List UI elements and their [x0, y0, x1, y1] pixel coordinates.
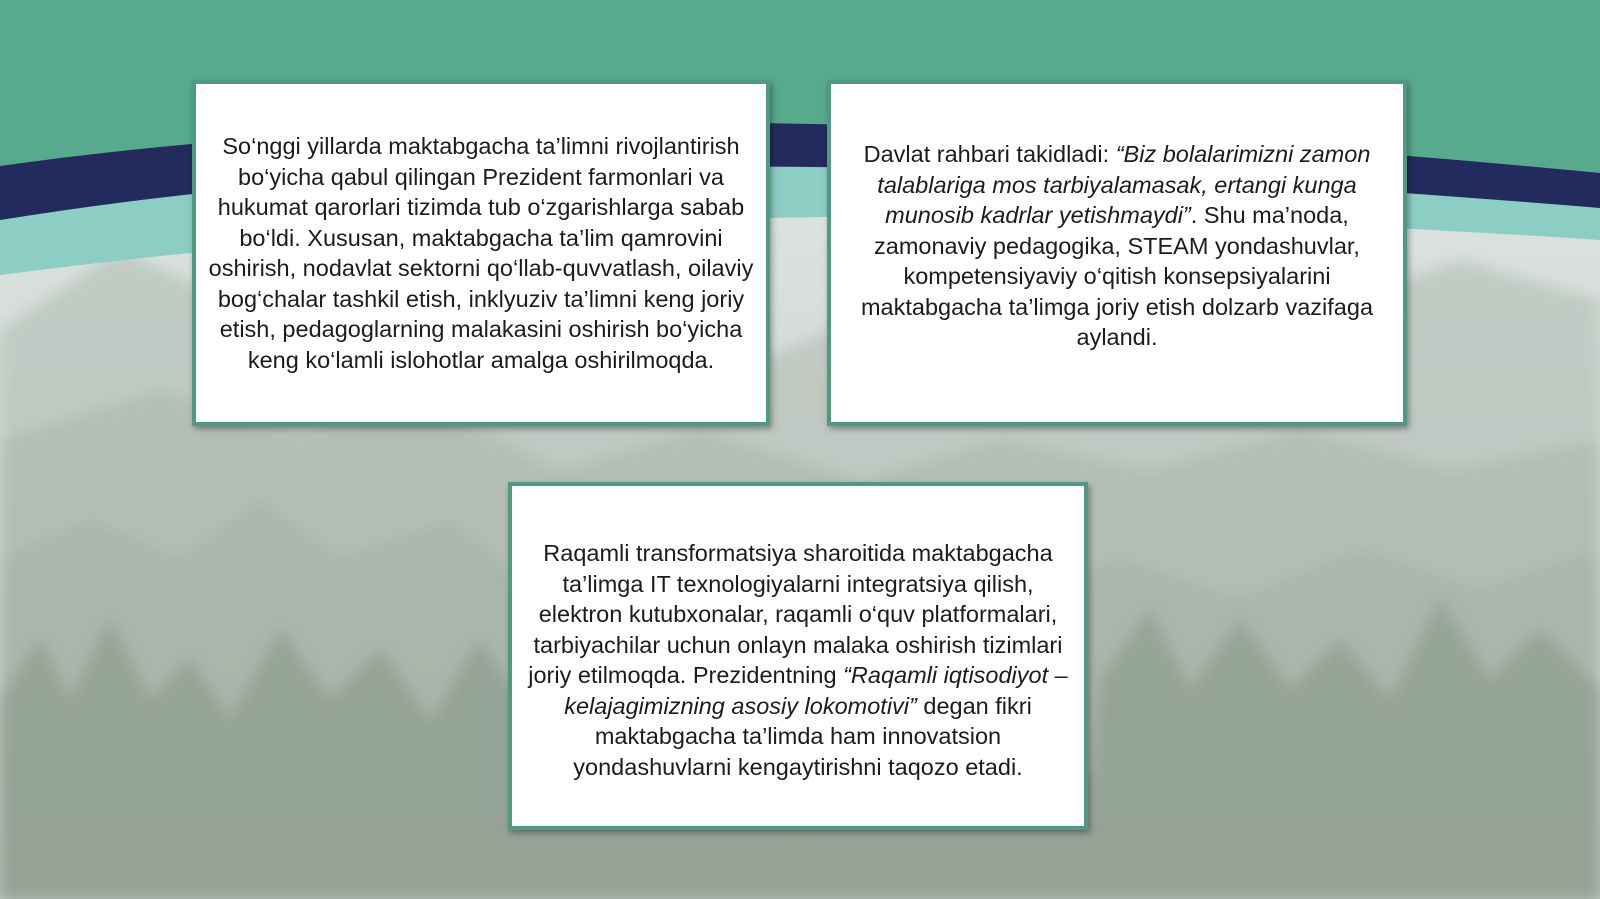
card-bottom-quote: “Raqamli iqtisodiyot – kelajagimizning asosiy lokomotivi” [564, 662, 1068, 719]
card-bottom-rest: degan fikri maktabgacha ta’limda ham innovatsion yondashuvlarni kengaytirishni taqozo etadi. [573, 692, 1032, 780]
card-right-paragraph [845, 139, 1389, 353]
card-left-text: So‘nggi yillarda maktabgacha ta’limni rivojlantirish bo‘yicha qabul qilingan Prezident farmonlari va hukumat qarorlari tizimda tub o‘zgarishlarga sabab bo‘ldi. Xususan, maktabgacha ta’lim qamrovini oshirish, nodavlat sektorni qo‘llab-quvvatlash, oilaviy bog‘chalar tashkil etish, inklyuziv ta’limni keng joriy etish, pedagoglarning malakasini oshirish bo‘yicha keng ko‘lamli islohotlar amalga oshirilmoqda. [208, 133, 754, 373]
text-card-right [827, 80, 1407, 426]
text-card-bottom [508, 482, 1088, 830]
card-bottom-paragraph [524, 538, 1072, 782]
text-card-left [192, 80, 770, 426]
card-right-intro: Davlat rahbari takidladi: [863, 141, 1116, 168]
card-right-rest: . Shu ma’noda, zamonaviy pedagogika, STEAM yondashuvlar, kompetensiyaviy o‘qitish konsepsiyalarini maktabgacha ta’limga joriy etish dolzarb vazifaga aylandi. [860, 202, 1374, 351]
card-bottom-intro: Raqamli transformatsiya sharoitida maktabgacha ta’limga IT texnologiyalarni integratsiya qilish, elektron kutubxonalar, raqamli o‘quv platformalari, tarbiyachilar uchun onlayn malaka oshirish tizimlari joriy etilmoqda. Prezidentning [528, 540, 1063, 688]
card-right-quote: “Biz bolalarimizni zamon talablariga mos tarbiyalamasak, ertangi kunga munosib kadrlar yetishmaydi” [877, 141, 1371, 229]
